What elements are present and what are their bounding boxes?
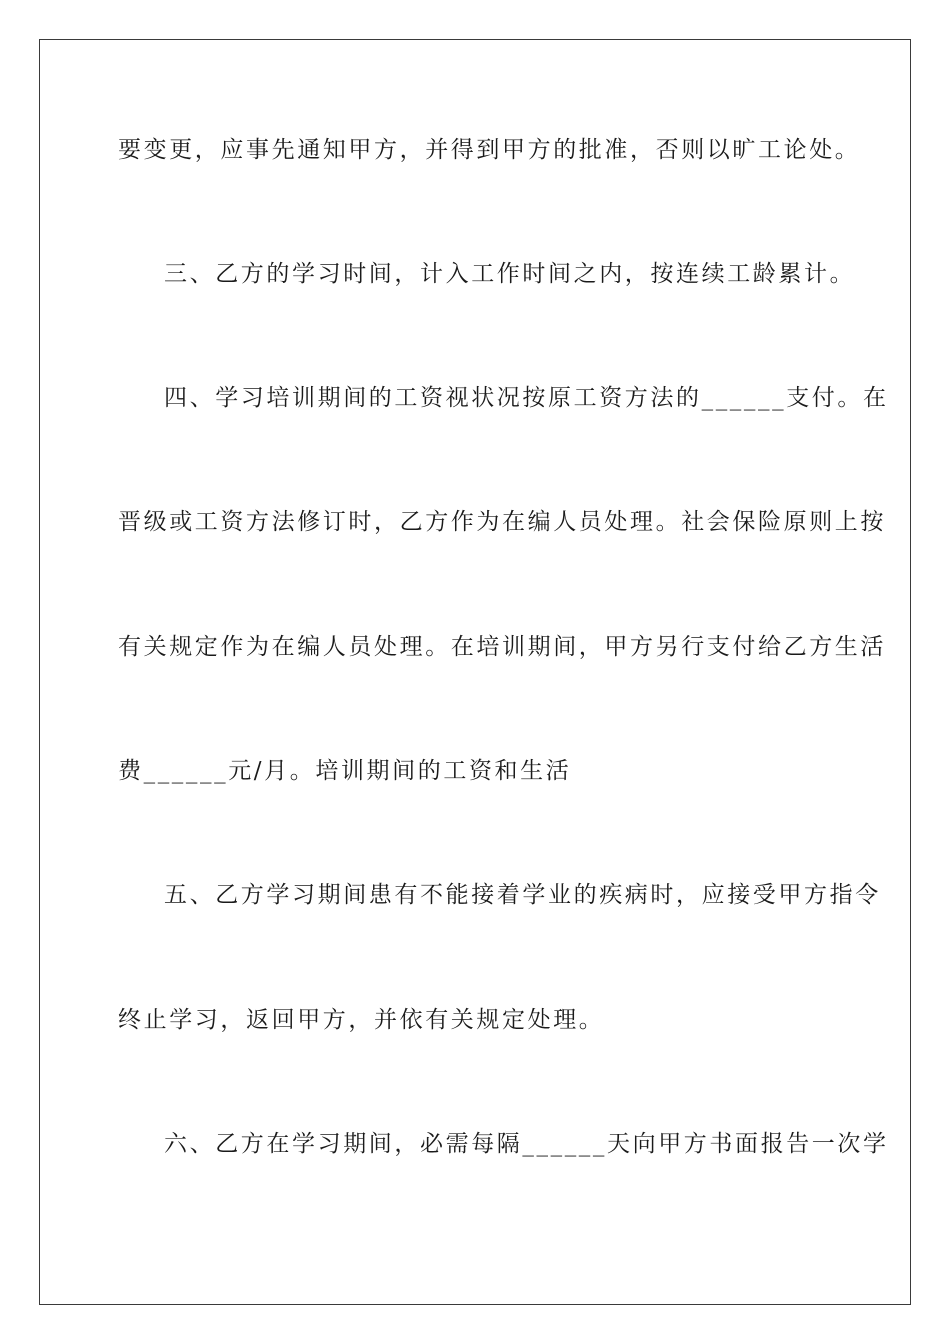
text-line: 要变更，应事先通知甲方，并得到甲方的批准，否则以旷工论处。 — [118, 137, 861, 163]
text-line: 三、乙方的学习时间，计入工作时间之内，按连续工龄累计。 — [164, 261, 856, 287]
text-line: 有关规定作为在编人员处理。在培训期间，甲方另行支付给乙方生活 — [118, 634, 886, 660]
text-line: 四、学习培训期间的工资视状况按原工资方法的______支付。在 — [164, 385, 889, 411]
text-line: 晋级或工资方法修订时，乙方作为在编人员处理。社会保险原则上按 — [118, 509, 886, 535]
page-border — [39, 39, 911, 1305]
text-line: 五、乙方学习期间患有不能接着学业的疾病时，应接受甲方指令 — [164, 882, 881, 908]
text-line: 六、乙方在学习期间，必需每隔______天向甲方书面报告一次学 — [164, 1131, 889, 1157]
text-line: 费______元/月。培训期间的工资和生活 — [118, 758, 572, 784]
text-line: 终止学习，返回甲方，并依有关规定处理。 — [118, 1007, 605, 1033]
